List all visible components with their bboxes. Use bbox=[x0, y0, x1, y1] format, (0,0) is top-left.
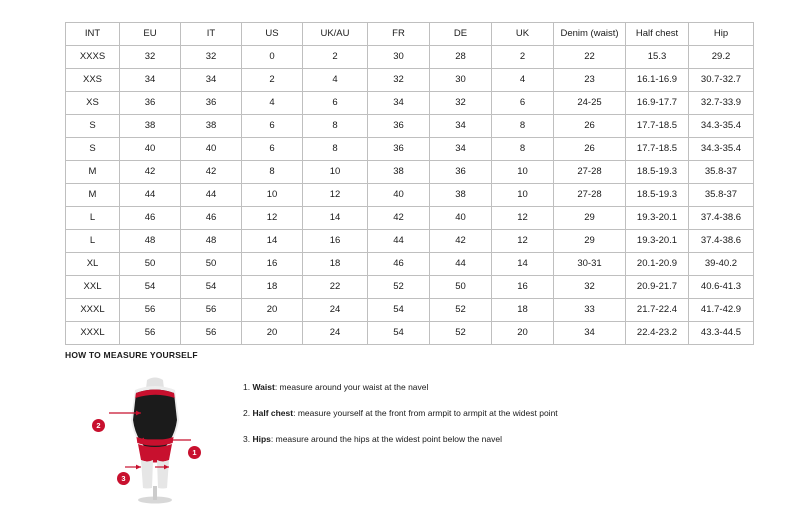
cell-uk: 12 bbox=[492, 207, 554, 230]
instruction-hips-text: : measure around the hips at the widest point below the navel bbox=[270, 434, 502, 445]
column-header-fr: FR bbox=[368, 23, 430, 46]
cell-half-chest: 20.9-21.7 bbox=[626, 276, 689, 299]
cell-denim-waist: 27-28 bbox=[554, 184, 626, 207]
cell-it: 32 bbox=[181, 46, 242, 69]
instruction-half-chest bbox=[243, 408, 713, 418]
cell-uk: 16 bbox=[492, 276, 554, 299]
cell-fr: 36 bbox=[368, 115, 430, 138]
instruction-waist-term: Waist bbox=[252, 382, 275, 392]
cell-eu: 54 bbox=[120, 276, 181, 299]
cell-hip: 32.7-33.9 bbox=[689, 92, 754, 115]
cell-eu: 36 bbox=[120, 92, 181, 115]
cell-denim-waist: 32 bbox=[554, 276, 626, 299]
size-chart-container bbox=[65, 22, 742, 345]
cell-uk: 8 bbox=[492, 115, 554, 138]
cell-us: 10 bbox=[242, 184, 303, 207]
cell-hip: 35.8-37 bbox=[689, 184, 754, 207]
cell-int: XXXL bbox=[66, 322, 120, 345]
cell-denim-waist: 26 bbox=[554, 138, 626, 161]
cell-int: M bbox=[66, 161, 120, 184]
table-row bbox=[66, 230, 754, 253]
cell-half-chest: 18.5-19.3 bbox=[626, 184, 689, 207]
cell-denim-waist: 29 bbox=[554, 230, 626, 253]
cell-int: L bbox=[66, 207, 120, 230]
cell-it: 54 bbox=[181, 276, 242, 299]
cell-hip: 35.8-37 bbox=[689, 161, 754, 184]
mannequin-figure-icon bbox=[95, 374, 215, 504]
cell-us: 14 bbox=[242, 230, 303, 253]
cell-uk-au: 6 bbox=[303, 92, 368, 115]
cell-eu: 32 bbox=[120, 46, 181, 69]
cell-uk: 2 bbox=[492, 46, 554, 69]
cell-fr: 52 bbox=[368, 276, 430, 299]
cell-uk: 12 bbox=[492, 230, 554, 253]
cell-us: 6 bbox=[242, 115, 303, 138]
column-header-uk-au: UK/AU bbox=[303, 23, 368, 46]
cell-denim-waist: 26 bbox=[554, 115, 626, 138]
cell-half-chest: 16.9-17.7 bbox=[626, 92, 689, 115]
cell-it: 40 bbox=[181, 138, 242, 161]
column-header-it: IT bbox=[181, 23, 242, 46]
cell-hip: 30.7-32.7 bbox=[689, 69, 754, 92]
cell-uk-au: 12 bbox=[303, 184, 368, 207]
table-row bbox=[66, 207, 754, 230]
cell-it: 42 bbox=[181, 161, 242, 184]
cell-eu: 46 bbox=[120, 207, 181, 230]
cell-half-chest: 22.4-23.2 bbox=[626, 322, 689, 345]
instruction-half-chest-term: Half chest bbox=[252, 408, 294, 419]
table-row bbox=[66, 299, 754, 322]
cell-de: 42 bbox=[430, 230, 492, 253]
cell-hip: 37.4-38.6 bbox=[689, 207, 754, 230]
table-row bbox=[66, 161, 754, 184]
cell-hip: 34.3-35.4 bbox=[689, 138, 754, 161]
cell-int: XS bbox=[66, 92, 120, 115]
marker-3-hips: 3 bbox=[117, 472, 130, 485]
table-row bbox=[66, 184, 754, 207]
cell-denim-waist: 34 bbox=[554, 322, 626, 345]
cell-hip: 41.7-42.9 bbox=[689, 299, 754, 322]
cell-fr: 36 bbox=[368, 138, 430, 161]
cell-denim-waist: 24-25 bbox=[554, 92, 626, 115]
table-row bbox=[66, 276, 754, 299]
how-to-measure-title: HOW TO MEASURE YOURSELF bbox=[65, 350, 198, 360]
column-header-int: INT bbox=[66, 23, 120, 46]
cell-half-chest: 18.5-19.3 bbox=[626, 161, 689, 184]
cell-de: 30 bbox=[430, 69, 492, 92]
cell-us: 12 bbox=[242, 207, 303, 230]
column-header-half-chest: Half chest bbox=[626, 23, 689, 46]
table-row bbox=[66, 138, 754, 161]
cell-uk-au: 24 bbox=[303, 299, 368, 322]
cell-denim-waist: 33 bbox=[554, 299, 626, 322]
cell-hip: 43.3-44.5 bbox=[689, 322, 754, 345]
cell-uk-au: 14 bbox=[303, 207, 368, 230]
cell-fr: 54 bbox=[368, 299, 430, 322]
cell-fr: 54 bbox=[368, 322, 430, 345]
cell-uk-au: 8 bbox=[303, 138, 368, 161]
cell-us: 18 bbox=[242, 276, 303, 299]
cell-hip: 29.2 bbox=[689, 46, 754, 69]
cell-de: 32 bbox=[430, 92, 492, 115]
column-header-hip: Hip bbox=[689, 23, 754, 46]
cell-int: L bbox=[66, 230, 120, 253]
instruction-half-chest-number: 2. bbox=[243, 408, 251, 419]
table-row bbox=[66, 46, 754, 69]
cell-it: 36 bbox=[181, 92, 242, 115]
cell-us: 16 bbox=[242, 253, 303, 276]
cell-half-chest: 21.7-22.4 bbox=[626, 299, 689, 322]
cell-it: 48 bbox=[181, 230, 242, 253]
cell-de: 44 bbox=[430, 253, 492, 276]
cell-us: 8 bbox=[242, 161, 303, 184]
table-row bbox=[66, 115, 754, 138]
column-header-us: US bbox=[242, 23, 303, 46]
table-row bbox=[66, 69, 754, 92]
cell-us: 20 bbox=[242, 299, 303, 322]
marker-2-half-chest: 2 bbox=[92, 419, 105, 432]
cell-it: 46 bbox=[181, 207, 242, 230]
cell-hip: 39-40.2 bbox=[689, 253, 754, 276]
cell-half-chest: 15.3 bbox=[626, 46, 689, 69]
cell-fr: 30 bbox=[368, 46, 430, 69]
cell-uk: 4 bbox=[492, 69, 554, 92]
cell-it: 38 bbox=[181, 115, 242, 138]
cell-it: 44 bbox=[181, 184, 242, 207]
cell-uk: 6 bbox=[492, 92, 554, 115]
cell-half-chest: 17.7-18.5 bbox=[626, 115, 689, 138]
size-chart-table bbox=[65, 22, 754, 345]
table-header bbox=[66, 23, 754, 46]
marker-1-waist: 1 bbox=[188, 446, 201, 459]
instruction-half-chest-text: : measure yourself at the front from armpit to armpit at the widest point bbox=[293, 408, 558, 419]
cell-eu: 34 bbox=[120, 69, 181, 92]
cell-eu: 56 bbox=[120, 299, 181, 322]
cell-eu: 50 bbox=[120, 253, 181, 276]
cell-fr: 40 bbox=[368, 184, 430, 207]
table-row bbox=[66, 92, 754, 115]
cell-hip: 40.6-41.3 bbox=[689, 276, 754, 299]
cell-half-chest: 16.1-16.9 bbox=[626, 69, 689, 92]
cell-eu: 38 bbox=[120, 115, 181, 138]
cell-int: S bbox=[66, 115, 120, 138]
cell-uk: 10 bbox=[492, 184, 554, 207]
cell-de: 36 bbox=[430, 161, 492, 184]
column-header-denim-waist: Denim (waist) bbox=[554, 23, 626, 46]
cell-eu: 48 bbox=[120, 230, 181, 253]
cell-denim-waist: 29 bbox=[554, 207, 626, 230]
cell-eu: 44 bbox=[120, 184, 181, 207]
instruction-waist-number: 1. bbox=[243, 382, 251, 392]
cell-de: 52 bbox=[430, 322, 492, 345]
cell-int: XXL bbox=[66, 276, 120, 299]
cell-int: XL bbox=[66, 253, 120, 276]
instruction-waist bbox=[243, 382, 713, 392]
cell-uk: 18 bbox=[492, 299, 554, 322]
instruction-waist-text: : measure around your waist at the navel bbox=[274, 382, 429, 392]
cell-denim-waist: 22 bbox=[554, 46, 626, 69]
instruction-hips bbox=[243, 434, 713, 444]
cell-half-chest: 19.3-20.1 bbox=[626, 207, 689, 230]
table-row bbox=[66, 322, 754, 345]
cell-fr: 32 bbox=[368, 69, 430, 92]
table-header-row bbox=[66, 23, 754, 46]
cell-uk: 20 bbox=[492, 322, 554, 345]
cell-int: XXXL bbox=[66, 299, 120, 322]
cell-us: 6 bbox=[242, 138, 303, 161]
cell-int: XXXS bbox=[66, 46, 120, 69]
cell-uk-au: 8 bbox=[303, 115, 368, 138]
cell-uk: 14 bbox=[492, 253, 554, 276]
how-to-measure-section bbox=[65, 350, 733, 483]
cell-us: 2 bbox=[242, 69, 303, 92]
cell-uk-au: 4 bbox=[303, 69, 368, 92]
cell-uk: 10 bbox=[492, 161, 554, 184]
table-body bbox=[66, 46, 754, 345]
cell-de: 50 bbox=[430, 276, 492, 299]
cell-us: 0 bbox=[242, 46, 303, 69]
cell-hip: 34.3-35.4 bbox=[689, 115, 754, 138]
measure-instructions-list bbox=[243, 382, 713, 461]
cell-fr: 44 bbox=[368, 230, 430, 253]
instruction-hips-term: Hips bbox=[252, 434, 271, 445]
cell-us: 20 bbox=[242, 322, 303, 345]
cell-uk-au: 22 bbox=[303, 276, 368, 299]
cell-int: XXS bbox=[66, 69, 120, 92]
cell-uk-au: 16 bbox=[303, 230, 368, 253]
cell-denim-waist: 27-28 bbox=[554, 161, 626, 184]
cell-uk: 8 bbox=[492, 138, 554, 161]
cell-us: 4 bbox=[242, 92, 303, 115]
cell-uk-au: 10 bbox=[303, 161, 368, 184]
cell-hip: 37.4-38.6 bbox=[689, 230, 754, 253]
cell-eu: 40 bbox=[120, 138, 181, 161]
cell-int: S bbox=[66, 138, 120, 161]
cell-half-chest: 19.3-20.1 bbox=[626, 230, 689, 253]
cell-de: 40 bbox=[430, 207, 492, 230]
cell-it: 56 bbox=[181, 299, 242, 322]
cell-it: 50 bbox=[181, 253, 242, 276]
cell-de: 52 bbox=[430, 299, 492, 322]
cell-eu: 56 bbox=[120, 322, 181, 345]
cell-half-chest: 20.1-20.9 bbox=[626, 253, 689, 276]
instruction-hips-number: 3. bbox=[243, 434, 251, 445]
cell-denim-waist: 30-31 bbox=[554, 253, 626, 276]
cell-de: 34 bbox=[430, 138, 492, 161]
cell-eu: 42 bbox=[120, 161, 181, 184]
cell-int: M bbox=[66, 184, 120, 207]
cell-denim-waist: 23 bbox=[554, 69, 626, 92]
cell-fr: 42 bbox=[368, 207, 430, 230]
cell-it: 56 bbox=[181, 322, 242, 345]
cell-it: 34 bbox=[181, 69, 242, 92]
cell-de: 28 bbox=[430, 46, 492, 69]
column-header-de: DE bbox=[430, 23, 492, 46]
column-header-eu: EU bbox=[120, 23, 181, 46]
cell-fr: 34 bbox=[368, 92, 430, 115]
cell-uk-au: 2 bbox=[303, 46, 368, 69]
cell-uk-au: 18 bbox=[303, 253, 368, 276]
cell-fr: 46 bbox=[368, 253, 430, 276]
table-row bbox=[66, 253, 754, 276]
cell-de: 38 bbox=[430, 184, 492, 207]
cell-uk-au: 24 bbox=[303, 322, 368, 345]
column-header-uk: UK bbox=[492, 23, 554, 46]
cell-half-chest: 17.7-18.5 bbox=[626, 138, 689, 161]
cell-de: 34 bbox=[430, 115, 492, 138]
cell-fr: 38 bbox=[368, 161, 430, 184]
